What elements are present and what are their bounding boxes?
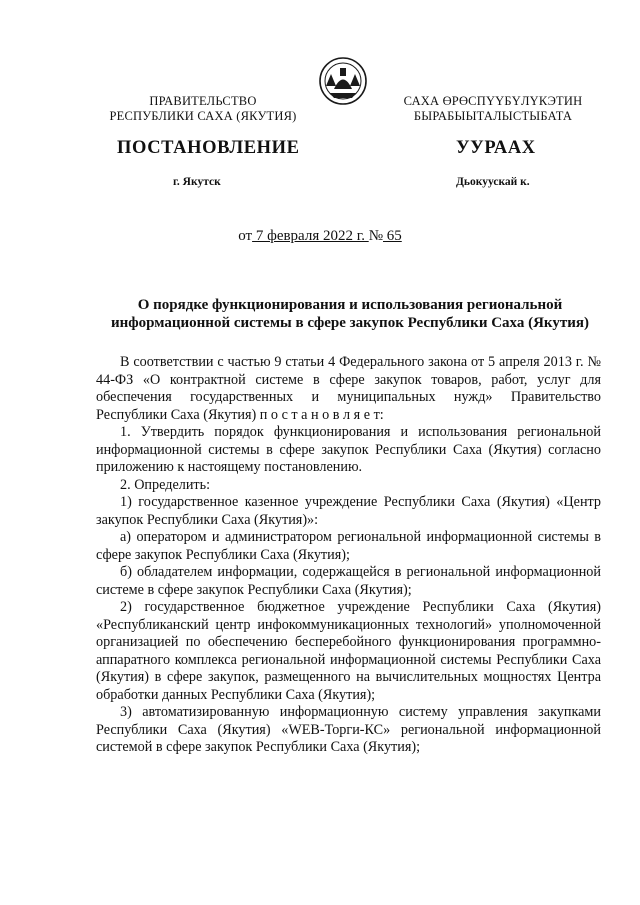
body-paragraph-2-1-b: б) обладателем информации, содержащейся в региональной информационной системе в сфере закупок Республики Саха (Якутия);	[96, 564, 601, 598]
doc-type-ru: ПОСТАНОВЛЕНИЕ	[117, 138, 300, 158]
body-paragraph-2-3: 3) автоматизированную информационную систему управления закупками Республики Саха (Якутия) «WEB-Торги-КС» региональной информационной системой в сфере закупок Республики Саха (Якутия);	[96, 704, 601, 755]
body-paragraph-preamble: В соответствии с частью 9 статьи 4 Федерального закона от 5 апреля 2013 г. № 44-ФЗ «О контрактной системе в сфере закупок товаров, работ, услуг для обеспечения государственных и муниципальных нужд» Правительство Республики Саха (Якутия) п о с т а н о в л я е т:	[96, 354, 601, 423]
number-label: №	[368, 228, 384, 244]
doc-type-sah: УУРААХ	[456, 138, 536, 158]
document-number: 65	[383, 228, 402, 244]
document-body	[96, 354, 601, 757]
header-right-line1: САХА ӨРӨСПҮҮБҮЛҮКЭТИН	[403, 94, 583, 108]
header-left-line1: ПРАВИТЕЛЬСТВО	[149, 94, 257, 108]
header-left-line2: РЕСПУБЛИКИ САХА (ЯКУТИЯ)	[109, 109, 297, 123]
header-right-line2: БЫРАБЫЫТАЛЫСТЫБАТА	[413, 109, 573, 123]
coat-of-arms-icon	[318, 56, 368, 106]
date-number-line	[0, 228, 640, 245]
body-paragraph-2-1-a: а) оператором и администратором региональной информационной системы в сфере закупок Республики Саха (Якутия);	[96, 529, 601, 563]
title-line1: О порядке функционирования и использования региональной	[137, 297, 563, 313]
body-paragraph-2: 2. Определить:	[120, 476, 211, 493]
document-title	[96, 296, 604, 332]
body-paragraph-2-1: 1) государственное казенное учреждение Республики Саха (Якутия) «Центр закупок Республики Саха (Якутия)»:	[96, 494, 601, 528]
city-ru: г. Якутск	[173, 176, 221, 188]
title-line2: информационной системы в сфере закупок Республики Саха (Якутия)	[110, 315, 589, 331]
header-left-block	[88, 94, 318, 124]
document-date: 7 февраля 2022 г.	[252, 228, 369, 244]
body-paragraph-2-2: 2) государственное бюджетное учреждение Республики Саха (Якутия) «Республиканский центр инфокоммуникационных технологий» уполномоченной организацией по обеспечению бесперебойного функционирования программно-аппаратного комплекса региональной информационной системы Республики Саха (Якутия) в сфере закупок, размещенного на вычислительных мощностях Центра обработки данных Республики Саха (Якутия);	[96, 599, 601, 703]
header-right-block	[378, 94, 608, 124]
date-prefix: от	[238, 228, 253, 244]
body-paragraph-1: 1. Утвердить порядок функционирования и использования региональной информационной системы в сфере закупок Республики Саха (Якутия) согласно приложению к настоящему постановлению.	[96, 424, 601, 475]
city-sah: Дьокуускай к.	[456, 176, 530, 188]
